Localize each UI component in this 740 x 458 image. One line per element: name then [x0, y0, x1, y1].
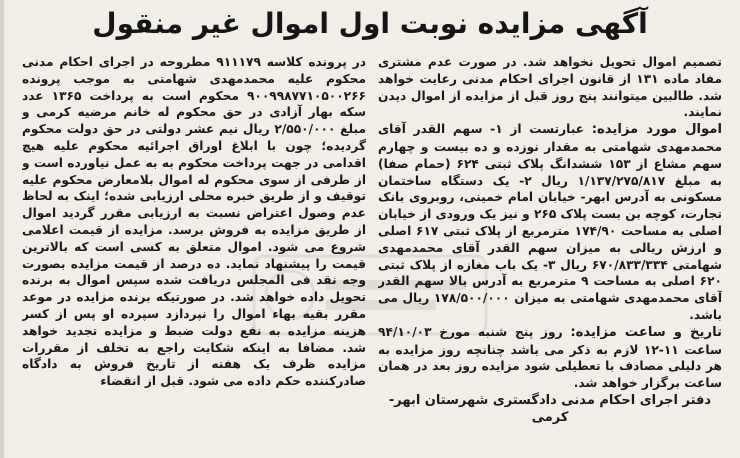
notice-columns [22, 54, 722, 454]
left-column-intro: تصمیم اموال تحویل نخواهد شد. در صورت عدم مشتری مفاد ماده ۱۳۱ از قانون اجرای احکام مدنی رعایت خواهد شد. طالبین میتوانند پنج روز قبل از مزایده از اموال دیدن نمایند. [378, 55, 722, 120]
time-heading: تاریخ و ساعت مزایده: [570, 324, 722, 340]
time-section [378, 324, 722, 392]
right-column [22, 54, 366, 454]
property-section [378, 121, 722, 324]
left-column [378, 54, 722, 454]
page-edge [0, 0, 4, 458]
time-body: روز پنج شنبه مورخ ۹۴/۱۰/۰۳ ساعت ۱۱-۱۲ لازم به ذکر می باشد چنانچه روز مزایده به هر دلیلی مصادف با تعطیلی شود مزایده روز بعد در همان ساعت برگزار خواهد شد. [378, 324, 722, 391]
property-body: عبارتست از ۱- سهم القدر آقای محمدمهدی شهامتی به مقدار نوزده و ده بیست و چهارم سهم مشاع از ۱۵۳ ششدانگ پلاک ثبتی ۶۲۴ (حمام صفا) به مبلغ ۱/۱۳۷/۲۷۵/۸۱۷ ریال ۲- یک دستگاه ساختمان مسکونی به آدرس ابهر- خیابان امام خمینی، روبروی بانک تجارت، کوچه بن بست پلاک ۲۶۵ و نیز یک ورودی از خیابان اصلی به مساحت ۱۷۴/۹۰ مترمربع از پلاک ثبتی ۶۱۷ اصلی و ارزش ریالی به میزان سهم القدر آقای محمدمهدی شهامتی ۶۷۰/۸۳۳/۳۳۴ ریال ۳- یک باب مغازه از پلاک ثبتی ۶۲۰ اصلی به مساحت ۹ مترمربع به آدرس بالا سهم القدر آقای محمدمهدی شهامتی به میزان ۱۷۸/۵۰۰/۰۰۰ ریال می باشد. [378, 122, 722, 322]
signature-line: دفتر اجرای احکام مدنی دادگستری شهرستان ابهر- کرمی [388, 392, 712, 425]
right-column-body: در پرونده کلاسه ۹۱۱۱۷۹ مطروحه در اجرای احکام مدنی محکوم علیه محمدمهدی شهامتی به موجب پرونده ۹۰۰۹۹۸۷۷۱۰۵۰۰۲۶۶ محکوم است به پرداخت ۱۳۶۵ عدد سکه بهار آزادی در حق محکوم له خانم مرضیه کرمی و مبلغ ۲/۵۵۰/۰۰۰ ریال نیم عشر دولتی در حق دولت محکوم گردیده؛ چون با ابلاغ اوراق اجرائیه محکوم علیه هیچ اقدامی در جهت پرداخت محکوم به به عمل نیاورده است و از طرفی از سوی محکوم له اموال بلامعارض محکوم علیه توقیف و از طریق خبره محلی ارزیابی شده؛ اینک به لحاظ عدم وصول اعتراض نسبت به ارزیابی مقرر گردید اموال از طریق مزایده به فروش برسد. مزایده از قیمت اعلامی شروع می شود. اموال متعلق به کسی است که بالاترین قیمت را پیشنهاد نماید. ده درصد از قیمت مزایده بصورت وجه نقد فی المجلس دریافت شده سپس اموال به برنده تحویل داده خواهد شد. در صورتیکه برنده مزایده در موعد مقرر بقیه بهاء اموال را نپردازد سپرده او پس از کسر هزینه مزایده به نفع دولت ضبط و مزایده تجدید خواهد شد. مضافا به اینکه شکایت راجع به تخلف از مقررات مزایده ظرف یک هفته از تاریخ فروش به دادگاه صادرکننده حکم داده می شود. قبل از انقضاء [22, 55, 366, 389]
property-heading: اموال مورد مزایده: [591, 122, 722, 138]
notice-title: آگهی مزایده نوبت اول اموال غیر منقول [92, 7, 648, 40]
